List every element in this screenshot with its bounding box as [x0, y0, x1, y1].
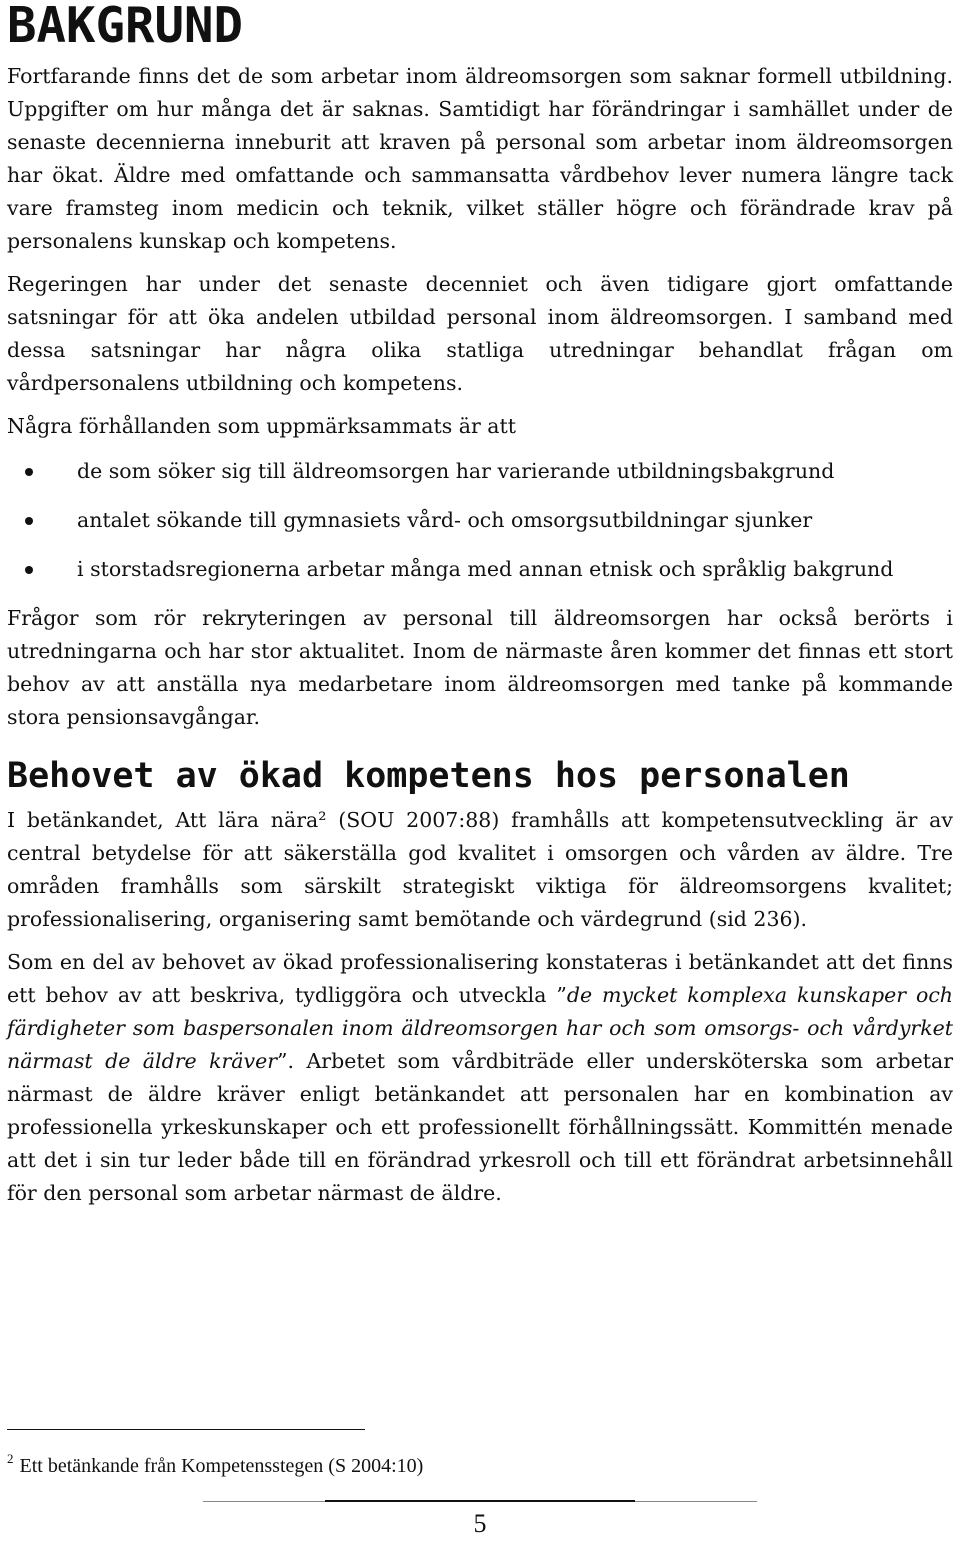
paragraph-text: Som en del av behovet av ökad professionalisering konstateras i betänkandet att det finns ett behov av att beskriva, tydliggöra och utveckla ” — [7, 950, 953, 1007]
page-footer-divider — [203, 1501, 757, 1502]
paragraph-intro: Fortfarande finns det de som arbetar inom äldreomsorgen som saknar formell utbildning. Uppgifter om hur många det är saknas. Samtidigt har förändringar i samhället under de senaste decennierna inneburit att kraven på personal som arbetar inom äldreomsorgen har ökat. Äldre med omfattande och sammansatta vårdbehov lever numera längre tack vare framsteg inom medicin och teknik, vilket ställer högre och förändrade krav på personalens kunskap och kompetens. — [7, 64, 953, 253]
paragraph-betankandet: I betänkandet, Att lära nära² (SOU 2007:88) framhålls att kompetensutveckling är av central betydelse för att säkerställa god kvalitet i omsorgen och vården av äldre. Tre områden framhålls som särskilt strategiskt viktiga för äldreomsorgens kvalitet; professionalisering, organisering samt bemötande och värdegrund (sid 236). — [7, 808, 953, 931]
quote-text: de mycket komplexa kunskaper och färdigheter som baspersonalen inom äldreomsorgen har och som omsorgs- och vårdyrket närmast de äldre kräver — [7, 983, 953, 1073]
page-footer-divider-accent — [325, 1500, 635, 1502]
paragraph-forhallanden: Några förhållanden som uppmärksammats är att — [7, 414, 516, 438]
document-page — [7, 0, 953, 1210]
list-item — [7, 455, 953, 488]
section-heading-bakgrund: BAKGRUND — [7, 0, 244, 54]
footnote — [7, 1447, 423, 1478]
paragraph-text: ”. Arbetet som vårdbiträde eller undersköterska som arbetar närmast de äldre kräver enligt betänkandet att personalen har en kombination av professionella yrkeskunskaper och ett professionellt förhållningssätt. Kommittén menade att det i sin tur leder både till en förändrad yrkesroll och till ett förändrat arbetsinnehåll för den personal som arbetar närmast de äldre. — [7, 1049, 953, 1205]
bullet-icon — [25, 517, 33, 525]
footnote-divider — [7, 1429, 365, 1430]
list-item-text: i storstadsregionerna arbetar många med annan etnisk och språklig bakgrund — [77, 557, 894, 581]
list-item-text: de som söker sig till äldreomsorgen har varierande utbildningsbakgrund — [77, 459, 835, 483]
list-item — [7, 504, 953, 537]
bullet-icon — [25, 468, 33, 476]
paragraph-professionalisering — [7, 946, 953, 1210]
list-item — [7, 553, 953, 586]
bullet-icon — [25, 566, 33, 574]
paragraph-rekrytering: Frågor som rör rekryteringen av personal till äldreomsorgen har också berörts i utredningarna och har stor aktualitet. Inom de närmaste åren kommer det finnas ett stort behov av att anställa nya medarbetare inom äldreomsorgen med tanke på kommande stora pensionsavgångar. — [7, 606, 953, 729]
footnote-text: Ett betänkande från Kompetensstegen (S 2004:10) — [19, 1455, 424, 1477]
bullet-list — [7, 455, 953, 586]
page-number: 5 — [473, 1509, 487, 1538]
footnote-marker: 2 — [7, 1451, 14, 1466]
paragraph-regeringen: Regeringen har under det senaste decenniet och även tidigare gjort omfattande satsningar för att öka andelen utbildad personal inom äldreomsorgen. I samband med dessa satsningar har några olika statliga utredningar behandlat frågan om vårdpersonalens utbildning och kompetens. — [7, 272, 953, 395]
section-heading-behovet: Behovet av ökad kompetens hos personalen — [7, 756, 850, 796]
list-item-text: antalet sökande till gymnasiets vård- och omsorgsutbildningar sjunker — [77, 508, 813, 532]
